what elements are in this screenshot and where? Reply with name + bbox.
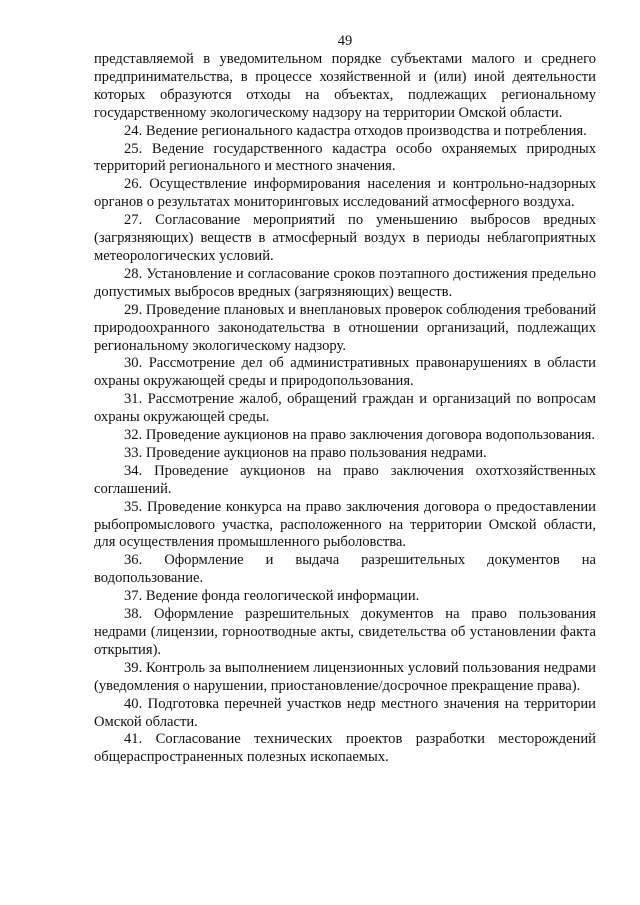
page-number: 49 [337,33,353,49]
list-item-36: 36. Оформление и выдача разрешительных документов на водопользование. [94,552,596,587]
list-item-27: 27. Согласование мероприятий по уменьшению выбросов вредных (загрязняющих) веществ в атмосферный воздух в периоды неблагоприятных метеорологических условий. [94,212,596,264]
list-item-31: 31. Рассмотрение жалоб, обращений граждан и организаций по вопросам охраны окружающей среды. [94,391,596,426]
list-item-34: 34. Проведение аукционов на право заключения охотхозяйственных соглашений. [94,462,596,497]
paragraph-continuation: представляемой в уведомительном порядке субъектами малого и среднего предпринимательства, в процессе хозяйственной и (или) иной деятельности которых образуются отходы на объектах, подлежащих региональному государственному экологическому надзору на территории Омской области. [94,51,596,121]
list-item-32: 32. Проведение аукционов на право заключения договора водопользования. [124,427,595,444]
list-item-33: 33. Проведение аукционов на право пользования недрами. [124,444,487,461]
list-item-26: 26. Осуществление информирования населения и контрольно-надзорных органов о результатах мониторинговых исследований атмосферного воздуха. [94,176,596,211]
list-item-28: 28. Установление и согласование сроков поэтапного достижения предельно допустимых выбросов вредных (загрязняющих) веществ. [94,265,596,300]
list-item-35: 35. Проведение конкурса на право заключения договора о предоставлении рыбопромыслового участка, расположенного на территории Омской области, для осуществления промышленного рыболовства. [94,498,596,551]
list-item-24: 24. Ведение регионального кадастра отходов производства и потребления. [124,122,587,139]
list-item-30: 30. Рассмотрение дел об административных правонарушениях в области охраны окружающей среды и природопользования. [94,355,596,390]
list-item-25: 25. Ведение государственного кадастра особо охраняемых природных территорий регионального и местного значения. [94,140,596,175]
list-item-37: 37. Ведение фонда геологической информации. [124,588,420,605]
list-item-40: 40. Подготовка перечней участков недр местного значения на территории Омской области. [94,695,596,730]
list-item-39: 39. Контроль за выполнением лицензионных условий пользования недрами (уведомления о нарушении, приостановление/досрочное прекращение права). [94,659,596,694]
document-body [94,51,596,767]
list-item-38: 38. Оформление разрешительных документов на право пользования недрами (лицензии, горноотводные акты, свидетельства об установлении факта открытия). [94,606,596,658]
list-item-41: 41. Согласование технических проектов разработки месторождений общераспространенных полезных ископаемых. [94,731,596,766]
list-item-29: 29. Проведение плановых и внеплановых проверок соблюдения требований природоохранного законодательства в отношении организаций, подлежащих региональному экологическому надзору. [94,301,596,354]
